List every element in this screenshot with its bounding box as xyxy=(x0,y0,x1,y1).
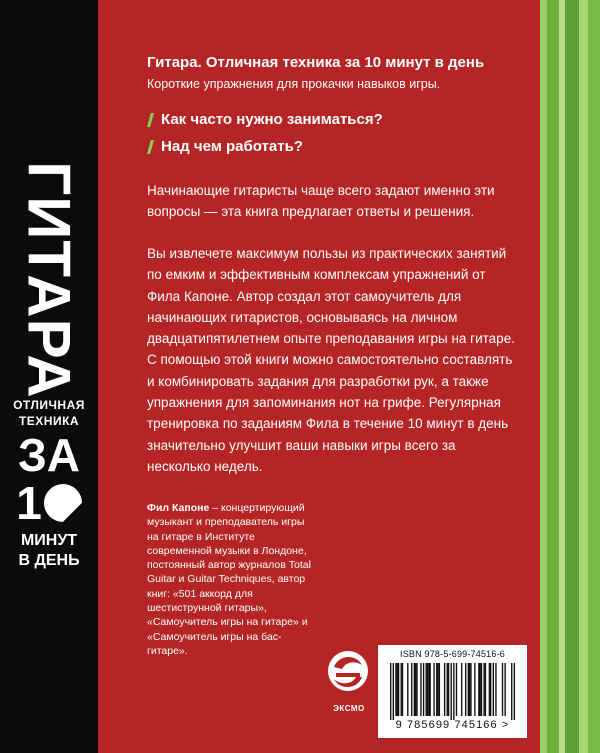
barcode-bar xyxy=(514,663,515,720)
barcode-number: 9 785699 745166 > xyxy=(395,719,510,731)
book-subtitle: Короткие упражнения для прокачки навыков игры. xyxy=(147,77,441,91)
stripe xyxy=(579,0,588,753)
barcode-bar xyxy=(420,663,421,716)
green-bullet-icon xyxy=(147,113,154,127)
clock-pie-icon xyxy=(44,484,82,522)
intro-paragraph: Начинающие гитаристы чаще всего задают именно эти вопросы — эта книга предлагает ответы и решения. xyxy=(147,183,495,219)
barcode-bar xyxy=(415,663,416,716)
barcode-bar xyxy=(407,663,408,716)
spine-line-otlichnaya: ОТЛИЧНАЯ xyxy=(13,398,85,412)
barcode-bar xyxy=(429,663,430,716)
question-list xyxy=(147,111,519,156)
eksmo-logo-icon xyxy=(326,647,370,711)
barcode-bar xyxy=(423,663,424,716)
barcode-bar xyxy=(468,663,469,716)
barcode-bar xyxy=(502,663,503,716)
spine-line-minut: МИНУТ xyxy=(20,532,78,549)
barcode-bars xyxy=(390,663,515,720)
barcode-bar xyxy=(436,663,437,716)
spine-line-tehnika: ТЕХНИКА xyxy=(18,414,80,428)
barcode-bar xyxy=(437,663,438,716)
barcode-bar xyxy=(439,663,440,716)
barcode-bar xyxy=(401,663,402,716)
question-item: Как часто нужно заниматься? xyxy=(147,111,519,129)
barcode-bar xyxy=(465,663,466,716)
barcode-bar xyxy=(393,663,394,720)
author-bio-text: – концертирующий музыкант и преподаватель игры на гитаре в Институте современной музыки в Лондоне, постоянный автор журналов Total Guitar и Guitar Techniques, автор книг: «501 аккорд для шестиструнной гитары», «Самоучитель игры на гитаре» и «Самоучитель игры на бас-гитаре». xyxy=(147,502,311,657)
barcode-bar xyxy=(414,663,415,716)
spine-ten-digit: 1 xyxy=(16,477,42,529)
barcode-bar xyxy=(433,663,434,716)
green-bullet-icon xyxy=(147,140,154,154)
stripe xyxy=(540,0,547,753)
barcode-bar xyxy=(448,663,449,716)
barcode-bar xyxy=(402,663,403,716)
barcode-bar xyxy=(493,663,494,716)
back-cover-text xyxy=(147,54,519,477)
barcode-bar xyxy=(490,663,491,716)
barcode-bar xyxy=(416,663,417,716)
barcode-bar xyxy=(485,663,486,716)
barcode-bar xyxy=(478,663,479,716)
barcode-bar xyxy=(398,663,399,716)
barcode-bar xyxy=(453,663,454,720)
barcode-bar xyxy=(390,663,391,720)
stripe xyxy=(565,0,579,753)
isbn-label: ISBN 978-5-699-74516-6 xyxy=(400,649,505,659)
barcode-bar xyxy=(511,663,512,720)
barcode-bar xyxy=(495,663,496,716)
book-spine xyxy=(0,0,98,753)
barcode-bar xyxy=(470,663,471,716)
barcode-bar xyxy=(456,663,457,716)
barcode-bar xyxy=(395,663,396,716)
barcode-bar xyxy=(474,663,475,716)
description-paragraph: Вы извлечете максимум пользы из практических занятий по емким и эффективным комплексам упражнений от Фила Капоне. Автор создал этот самоучитель для начинающих гитаристов, основываясь на личном двадцатипятилетнем опыте преподавания игры на гитаре. С помощью этой книги можно самостоятельно составлять и комбинировать задания для разработки рук, а также упражнения для запоминания нот на грифе. Регулярная тренировка по заданиям Фила в течение 10 минут в день значительно улучшит ваши навыки игры всего за несколько недель. xyxy=(147,246,515,474)
barcode-bar xyxy=(461,663,462,716)
green-stripes xyxy=(540,0,600,753)
barcode-bar xyxy=(504,663,505,716)
spine-ten xyxy=(0,477,98,529)
barcode-bar xyxy=(426,663,427,716)
barcode-bar xyxy=(483,663,484,716)
barcode-bar xyxy=(447,663,448,716)
question-item: Над чем работать? xyxy=(147,138,519,156)
barcode-bar xyxy=(479,663,480,716)
publisher-name: ЭКСМО xyxy=(333,704,365,713)
barcode-bar xyxy=(451,663,452,720)
spine-line-v-den: В ДЕНЬ xyxy=(18,552,80,569)
barcode-bar xyxy=(444,663,445,716)
barcode-bar xyxy=(489,663,490,716)
spine-title: ГИТАРА xyxy=(16,161,84,399)
stripe xyxy=(547,0,559,753)
book-title: Гитара. Отличная техника за 10 минут в день xyxy=(147,54,485,71)
spine-line-za: ЗА xyxy=(17,429,81,481)
barcode-bar xyxy=(397,663,398,716)
barcode-bar xyxy=(428,663,429,716)
barcode-bar xyxy=(469,663,470,716)
barcode-bar xyxy=(481,663,482,716)
author-name: Фил Капоне xyxy=(147,502,210,514)
stripe xyxy=(588,0,600,753)
author-bio xyxy=(147,501,317,658)
barcode-bar xyxy=(427,663,428,716)
barcode-box xyxy=(378,645,527,738)
barcode-bar xyxy=(411,663,412,716)
